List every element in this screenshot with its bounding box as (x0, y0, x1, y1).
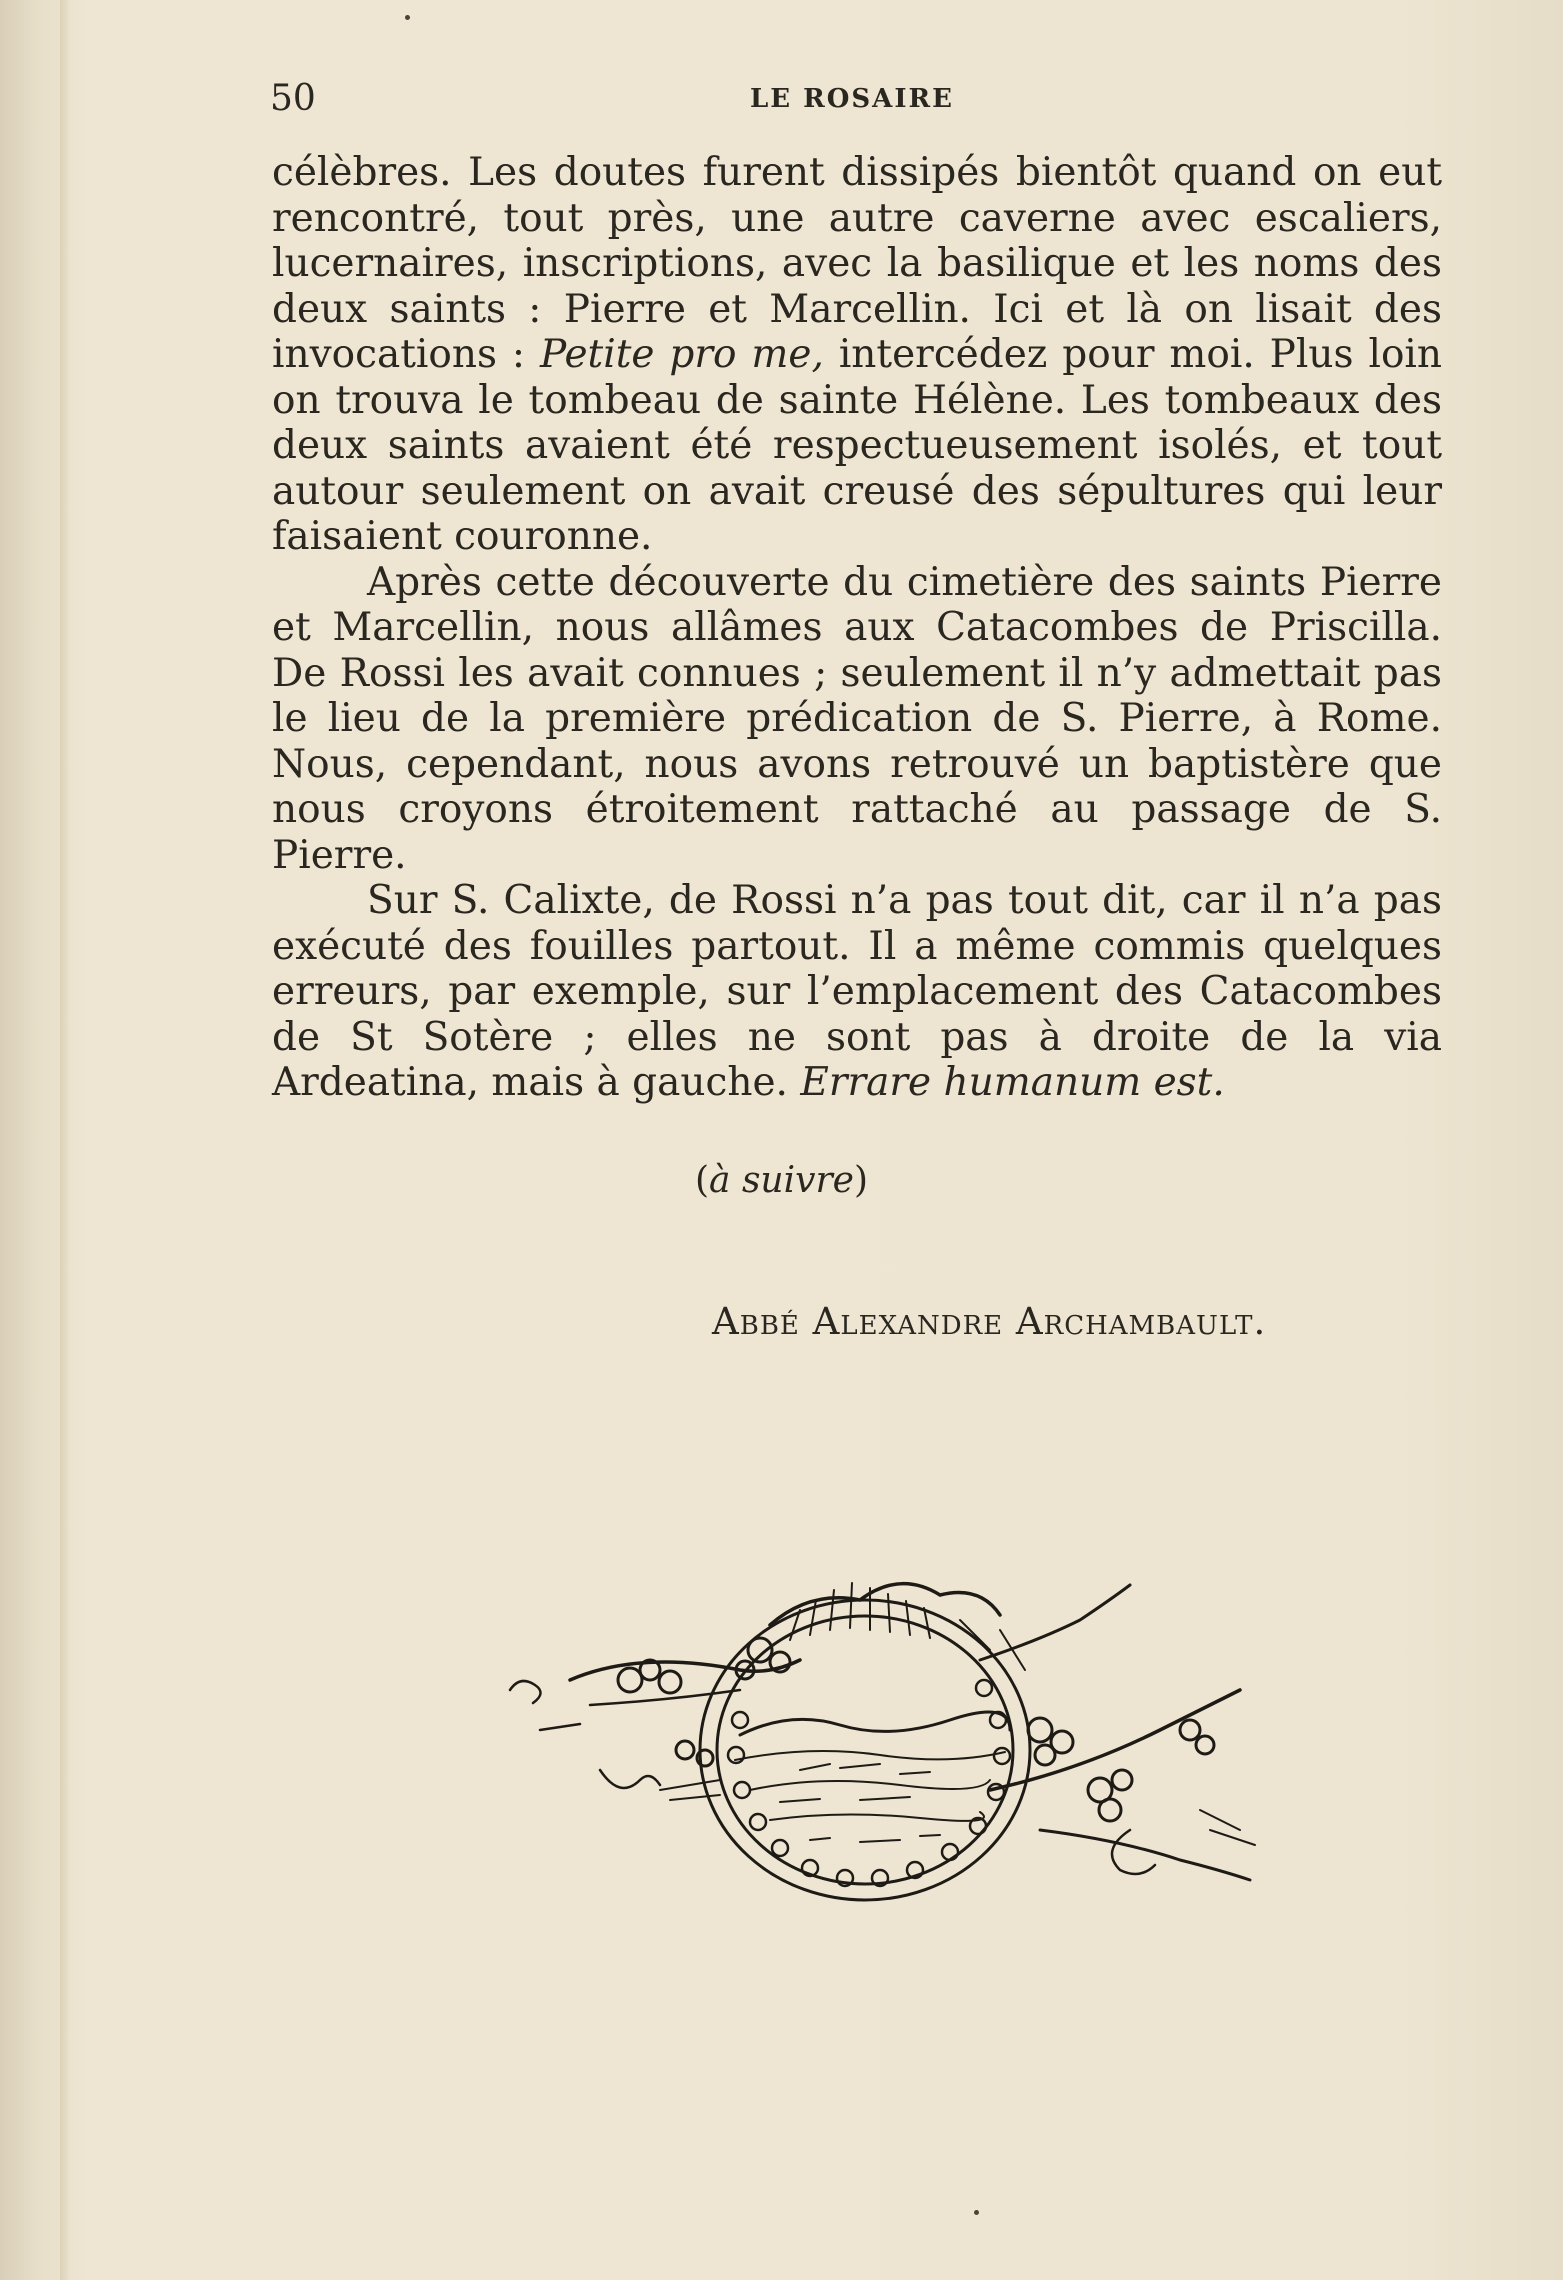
italic-latin-phrase: Errare humanum est. (800, 1060, 1225, 1105)
italic-invocation: Petite pro me, (539, 332, 824, 377)
paragraph-1: célèbres. Les doutes furent dissipés bientôt quand on eut rencontré, tout près, une autre caverne avec escaliers, lucernaires, inscriptions, avec la basilique et les noms des deux saints : Pierre et Marcellin. Ici et là on lisait des invocations : Petite pro me, intercédez pour moi. Plus loin on trouva le tombeau de sainte Hélène. Les tombeaux des deux saints avaient été respectueusement isolés, et tout autour seulement on avait creusé des sépultures qui leur faisaient couronne. (272, 150, 1443, 559)
to-be-continued: (à suivre) (694, 1160, 869, 1201)
author-signature: Abbé Alexandre Archambault. (712, 1300, 1267, 1343)
speck-mark (405, 15, 410, 20)
paragraph-3: Sur S. Calixte, de Rossi n’a pas tout dit, car il n’a pas exécuté des fouilles partout. Il a même commis quelques erreurs, par exemple, sur l’emplacement des Catacombes de St Sotère ; elles ne sont pas à droite de la via Ardeatina, mais à gauche. Errare humanum est. (272, 878, 1442, 1105)
article-body (272, 150, 1442, 1106)
page-number: 50 (270, 78, 316, 119)
page-header (270, 70, 1440, 130)
paragraph-2: Après cette découverte du cimetière des saints Pierre et Marcellin, nous allâmes aux Catacombes de Priscilla. De Rossi les avait connues ; seulement il n’y admettait pas le lieu de la première prédication de S. Pierre, à Rome. Nous, cependant, nous avons retrouvé un baptistère que nous croyons étroitement rattaché au passage de S. Pierre. (272, 559, 1442, 878)
landscape-medallion-vignette-icon (340, 1530, 1400, 1930)
page-gutter (60, 0, 70, 2280)
speck-mark (974, 2210, 979, 2215)
running-title: LE ROSAIRE (750, 84, 954, 114)
